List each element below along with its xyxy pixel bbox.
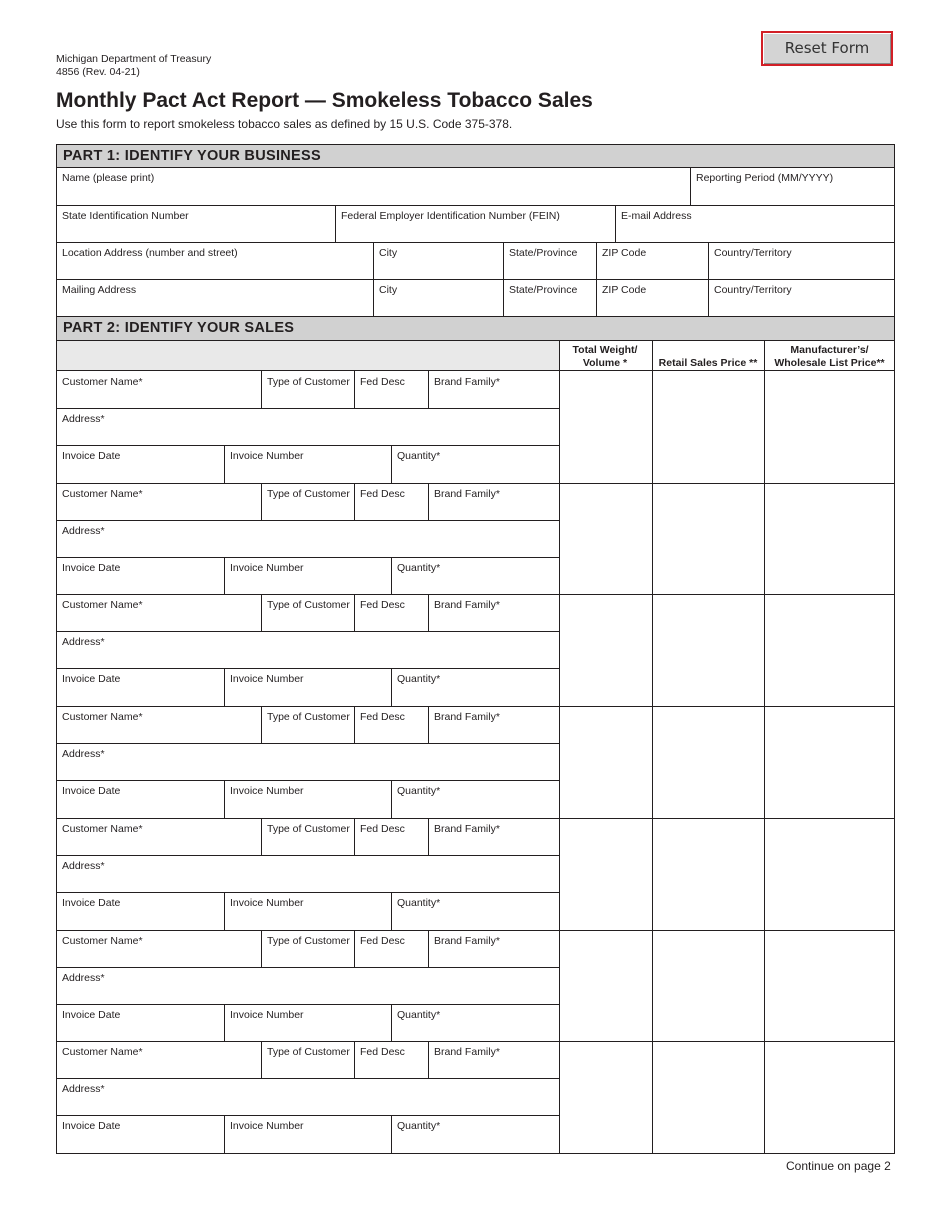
customer-name-field[interactable] <box>57 931 261 967</box>
address-label: Address* <box>62 525 105 537</box>
address-label: Address* <box>62 413 105 425</box>
fed-desc-label: Fed Desc <box>360 488 405 500</box>
part1-title: PART 1: IDENTIFY YOUR BUSINESS <box>63 148 321 164</box>
fed-desc-field[interactable] <box>355 819 428 855</box>
invoice-number-field[interactable] <box>225 558 391 594</box>
page-subtitle: Use this form to report smokeless tobacco sales as defined by 15 U.S. Code 375-378. <box>56 117 513 131</box>
mailing-city-label: City <box>379 284 398 296</box>
customer-name-field[interactable] <box>57 484 261 520</box>
retail-price-field[interactable] <box>653 707 764 818</box>
mailing-country-label: Country/Territory <box>714 284 792 296</box>
wholesale-price-field[interactable] <box>765 819 894 930</box>
customer-type-field[interactable] <box>262 372 354 408</box>
location-street-label: Location Address (number and street) <box>62 247 238 259</box>
address-label: Address* <box>62 972 105 984</box>
customer-type-label: Type of Customer <box>267 711 350 723</box>
invoice-number-label: Invoice Number <box>230 450 304 462</box>
rule-line <box>894 144 895 342</box>
brand-family-label: Brand Family* <box>434 1046 500 1058</box>
customer-type-label: Type of Customer <box>267 599 350 611</box>
address-label: Address* <box>62 636 105 648</box>
invoice-date-field[interactable] <box>57 781 224 818</box>
customer-name-field[interactable] <box>57 1042 261 1078</box>
customer-type-field[interactable] <box>262 1042 354 1078</box>
quantity-label: Quantity* <box>397 897 441 909</box>
name-label: Name (please print) <box>62 172 155 184</box>
customer-name-label: Customer Name* <box>62 823 143 835</box>
total-weight-field[interactable] <box>560 707 652 818</box>
invoice-number-label: Invoice Number <box>230 897 304 909</box>
customer-type-label: Type of Customer <box>267 376 350 388</box>
rule-line <box>56 1153 895 1154</box>
address-field[interactable] <box>57 632 559 668</box>
invoice-number-field[interactable] <box>225 781 391 818</box>
location-street-field[interactable] <box>57 243 373 279</box>
quantity-label: Quantity* <box>397 562 441 574</box>
invoice-number-field[interactable] <box>225 446 391 483</box>
wholesale-price-field[interactable] <box>765 931 894 1041</box>
retail-price-field[interactable] <box>653 819 764 930</box>
customer-type-field[interactable] <box>262 484 354 520</box>
customer-type-label: Type of Customer <box>267 1046 350 1058</box>
address-field[interactable] <box>57 744 559 780</box>
brand-family-label: Brand Family* <box>434 599 500 611</box>
retail-price-field[interactable] <box>653 595 764 706</box>
rule-line <box>56 144 895 145</box>
total-weight-field[interactable] <box>560 1042 652 1153</box>
wholesale-price-field[interactable] <box>765 484 894 594</box>
total-weight-field[interactable] <box>560 931 652 1041</box>
customer-type-field[interactable] <box>262 595 354 631</box>
location-city-label: City <box>379 247 398 259</box>
quantity-label: Quantity* <box>397 673 441 685</box>
address-label: Address* <box>62 1083 105 1095</box>
quantity-field[interactable] <box>392 1116 559 1153</box>
invoice-date-field[interactable] <box>57 446 224 483</box>
customer-name-field[interactable] <box>57 372 261 408</box>
column-header-weight: Total Weight/ Volume * <box>572 344 638 369</box>
customer-name-label: Customer Name* <box>62 599 143 611</box>
mailing-state-label: State/Province <box>509 284 578 296</box>
customer-name-label: Customer Name* <box>62 711 143 723</box>
mailing-zip-field[interactable] <box>597 280 708 316</box>
wholesale-price-field[interactable] <box>765 595 894 706</box>
form-number: 4856 (Rev. 04-21) <box>56 66 140 78</box>
invoice-date-label: Invoice Date <box>62 1120 121 1132</box>
quantity-field[interactable] <box>392 669 559 706</box>
invoice-number-field[interactable] <box>225 669 391 706</box>
brand-family-label: Brand Family* <box>434 376 500 388</box>
mailing-zip-label: ZIP Code <box>602 284 647 296</box>
invoice-date-label: Invoice Date <box>62 673 121 685</box>
address-label: Address* <box>62 860 105 872</box>
brand-family-field[interactable] <box>429 819 559 855</box>
invoice-date-field[interactable] <box>57 893 224 930</box>
fein-field[interactable] <box>336 206 615 242</box>
total-weight-field[interactable] <box>560 372 652 483</box>
brand-family-label: Brand Family* <box>434 488 500 500</box>
page-title: Monthly Pact Act Report — Smokeless Tobacco Sales <box>56 89 593 112</box>
invoice-date-label: Invoice Date <box>62 897 121 909</box>
customer-name-label: Customer Name* <box>62 376 143 388</box>
customer-name-field[interactable] <box>57 819 261 855</box>
total-weight-field[interactable] <box>560 819 652 930</box>
fed-desc-field[interactable] <box>355 1042 428 1078</box>
location-state-label: State/Province <box>509 247 578 259</box>
department-name: Michigan Department of Treasury <box>56 53 212 65</box>
quantity-field[interactable] <box>392 893 559 930</box>
total-weight-field[interactable] <box>560 484 652 594</box>
address-field[interactable] <box>57 409 559 445</box>
fed-desc-field[interactable] <box>355 595 428 631</box>
reporting-period-field[interactable] <box>691 168 894 205</box>
quantity-field[interactable] <box>392 781 559 818</box>
location-state-field[interactable] <box>504 243 596 279</box>
fed-desc-field[interactable] <box>355 931 428 967</box>
fed-desc-label: Fed Desc <box>360 1046 405 1058</box>
quantity-label: Quantity* <box>397 1120 441 1132</box>
fed-desc-label: Fed Desc <box>360 376 405 388</box>
fed-desc-field[interactable] <box>355 372 428 408</box>
fed-desc-label: Fed Desc <box>360 823 405 835</box>
retail-price-field[interactable] <box>653 1042 764 1153</box>
wholesale-price-field[interactable] <box>765 372 894 483</box>
quantity-field[interactable] <box>392 558 559 594</box>
customer-name-label: Customer Name* <box>62 935 143 947</box>
email-label: E-mail Address <box>621 210 692 222</box>
column-header-wholesale: Manufacturer’s/ Wholesale List Price** <box>774 344 885 369</box>
fed-desc-field[interactable] <box>355 484 428 520</box>
period-label: Reporting Period (MM/YYYY) <box>696 172 834 184</box>
invoice-number-field[interactable] <box>225 893 391 930</box>
quantity-label: Quantity* <box>397 785 441 797</box>
location-zip-field[interactable] <box>597 243 708 279</box>
location-country-label: Country/Territory <box>714 247 792 259</box>
location-zip-label: ZIP Code <box>602 247 647 259</box>
invoice-date-label: Invoice Date <box>62 562 121 574</box>
brand-family-label: Brand Family* <box>434 935 500 947</box>
continue-note: Continue on page 2 <box>786 1159 891 1173</box>
mailing-state-field[interactable] <box>504 280 596 316</box>
quantity-field[interactable] <box>392 1005 559 1041</box>
wholesale-price-field[interactable] <box>765 1042 894 1153</box>
invoice-date-field[interactable] <box>57 558 224 594</box>
quantity-field[interactable] <box>392 446 559 483</box>
state-id-field[interactable] <box>57 206 335 242</box>
customer-name-label: Customer Name* <box>62 1046 143 1058</box>
fed-desc-label: Fed Desc <box>360 935 405 947</box>
brand-family-label: Brand Family* <box>434 711 500 723</box>
part2-title: PART 2: IDENTIFY YOUR SALES <box>63 320 295 336</box>
invoice-number-label: Invoice Number <box>230 673 304 685</box>
column-header-blank <box>57 341 559 370</box>
invoice-number-label: Invoice Number <box>230 1120 304 1132</box>
customer-type-field[interactable] <box>262 819 354 855</box>
brand-family-field[interactable] <box>429 707 559 743</box>
customer-type-label: Type of Customer <box>267 823 350 835</box>
mailing-street-label: Mailing Address <box>62 284 137 296</box>
customer-type-label: Type of Customer <box>267 488 350 500</box>
address-field[interactable] <box>57 1079 559 1115</box>
invoice-date-label: Invoice Date <box>62 785 121 797</box>
fed-desc-label: Fed Desc <box>360 599 405 611</box>
rule-line <box>894 340 895 1154</box>
quantity-label: Quantity* <box>397 450 441 462</box>
customer-name-label: Customer Name* <box>62 488 143 500</box>
mailing-country-field[interactable] <box>709 280 894 316</box>
customer-name-field[interactable] <box>57 595 261 631</box>
customer-type-field[interactable] <box>262 931 354 967</box>
wholesale-price-field[interactable] <box>765 707 894 818</box>
brand-family-field[interactable] <box>429 595 559 631</box>
fed-desc-label: Fed Desc <box>360 711 405 723</box>
customer-type-label: Type of Customer <box>267 935 350 947</box>
retail-price-field[interactable] <box>653 484 764 594</box>
brand-family-label: Brand Family* <box>434 823 500 835</box>
location-country-field[interactable] <box>709 243 894 279</box>
customer-type-field[interactable] <box>262 707 354 743</box>
brand-family-field[interactable] <box>429 1042 559 1078</box>
invoice-number-label: Invoice Number <box>230 562 304 574</box>
reset-form-button[interactable]: Reset Form <box>761 31 893 66</box>
invoice-date-field[interactable] <box>57 1116 224 1153</box>
address-field[interactable] <box>57 856 559 892</box>
state-id-label: State Identification Number <box>62 210 189 222</box>
address-field[interactable] <box>57 521 559 557</box>
invoice-date-label: Invoice Date <box>62 450 121 462</box>
total-weight-field[interactable] <box>560 595 652 706</box>
invoice-date-field[interactable] <box>57 669 224 706</box>
location-city-field[interactable] <box>374 243 503 279</box>
invoice-number-label: Invoice Number <box>230 1009 304 1021</box>
invoice-number-field[interactable] <box>225 1005 391 1041</box>
invoice-number-field[interactable] <box>225 1116 391 1153</box>
mailing-city-field[interactable] <box>374 280 503 316</box>
customer-name-field[interactable] <box>57 707 261 743</box>
retail-price-field[interactable] <box>653 372 764 483</box>
email-field[interactable] <box>616 206 894 242</box>
fed-desc-field[interactable] <box>355 707 428 743</box>
address-label: Address* <box>62 748 105 760</box>
mailing-street-field[interactable] <box>57 280 373 316</box>
fein-label: Federal Employer Identification Number (FEIN) <box>341 210 560 222</box>
quantity-label: Quantity* <box>397 1009 441 1021</box>
brand-family-field[interactable] <box>429 931 559 967</box>
brand-family-field[interactable] <box>429 372 559 408</box>
invoice-number-label: Invoice Number <box>230 785 304 797</box>
retail-price-field[interactable] <box>653 931 764 1041</box>
invoice-date-label: Invoice Date <box>62 1009 121 1021</box>
column-header-retail: Retail Sales Price ** <box>658 357 758 369</box>
rule-line <box>56 370 895 371</box>
address-field[interactable] <box>57 968 559 1004</box>
invoice-date-field[interactable] <box>57 1005 224 1041</box>
brand-family-field[interactable] <box>429 484 559 520</box>
name-field[interactable] <box>57 168 690 205</box>
